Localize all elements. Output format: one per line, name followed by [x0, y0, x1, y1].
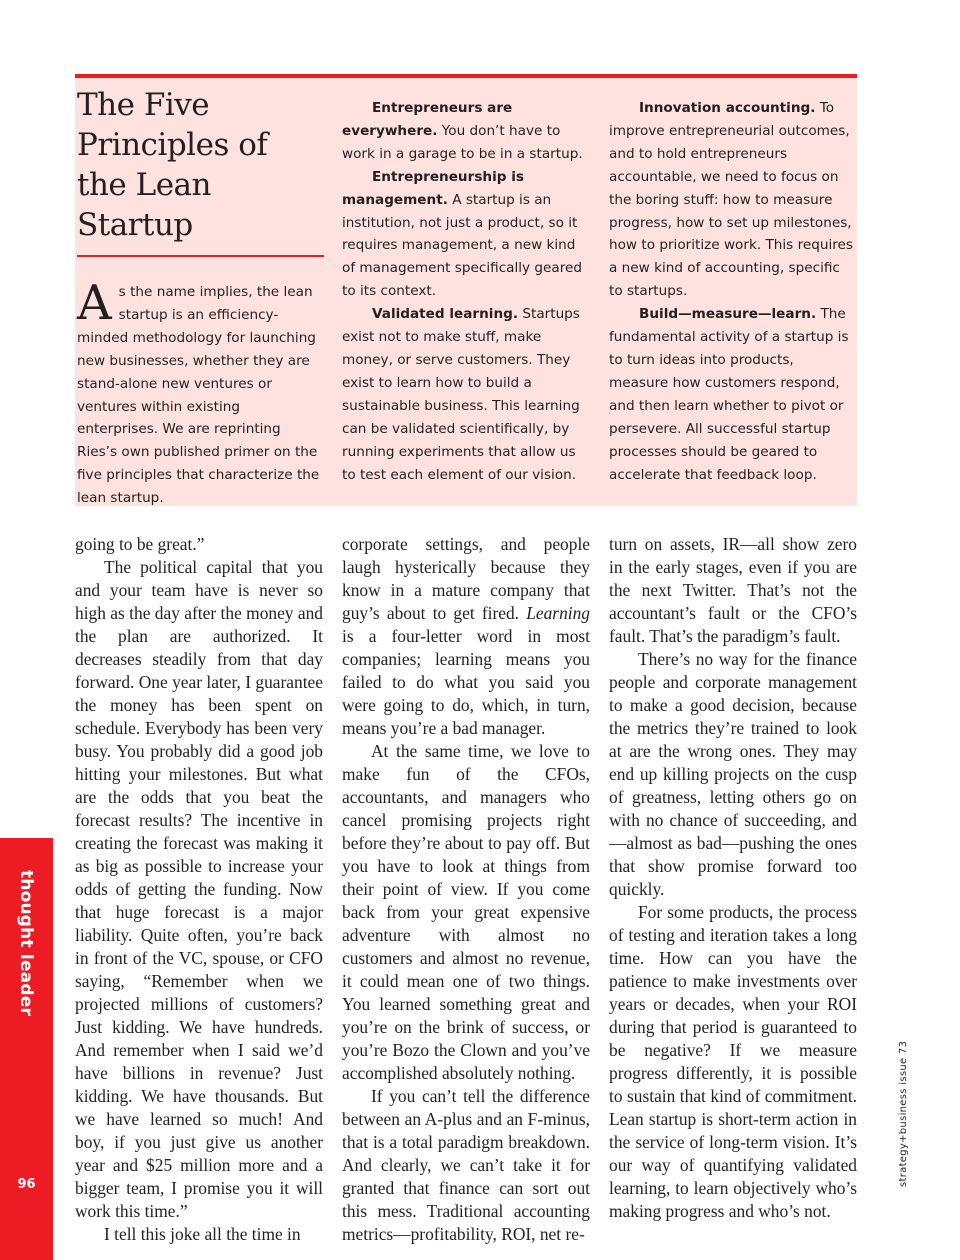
paragraph [342, 533, 590, 740]
principles-column-2 [609, 97, 857, 486]
emphasis-word: Learning [526, 603, 590, 623]
principle-item [342, 166, 589, 303]
principle-heading: Entrepreneurs are everywhere. [342, 100, 513, 139]
principle-heading: Innovation accounting. [639, 100, 816, 116]
paragraph: I tell this joke all the time in [104, 1224, 301, 1244]
paragraph: At the same time, we love to make fun of the CFOs, accountants, and managers who cancel promising projects right before they’re about to pay off. But you have to look at things from their point of view. If you come back from your great expensive adventure with almost no customers and almost no revenue, it could mean one of two things. You learned something great and you’re on the brink of success, or you’re Bozo the Clown and you’ve accomplished absolutely nothing. [342, 741, 590, 1083]
article-column-3 [609, 533, 857, 1223]
principle-text: A startup is an institution, not just a product, so it requires management, a new kind of management specifically geared to its context. [342, 191, 583, 300]
paragraph-text: is a four-letter word in most companies; learning means you failed to do what you said you were going to do, which, in turn, means you’re a bad manager. [342, 626, 590, 738]
page-number: 96 [17, 1177, 36, 1192]
paragraph: For some products, the process of testing and iteration takes a long time. How can you have the patience to make investments over years or decades, when your ROI during that period is guaranteed to be negative? If we measure progress differently, it is possible to sustain that kind of commitment. Lean startup is short-term action in the service of long-term vision. It’s our way of quantifying validated learning, to learn objectively who’s making progress and who’s not. [609, 902, 857, 1221]
principle-item [342, 303, 589, 486]
principle-heading: Entrepreneurship is management. [342, 168, 524, 208]
paragraph-text: corporate settings, and people laugh hysterically because they know in a mature company that guy’s about to get fired. [342, 534, 590, 623]
principle-text: Startups exist not to make stuff, make money, or serve customers. They exist to learn how to build a sustainable business. This learning can be validated scientifically, by running experiments that allow us to test each element of our vision. [342, 306, 580, 483]
principle-item [609, 303, 857, 486]
principle-text: To improve entrepreneurial outcomes, and to hold entrepreneurs accountable, we need to focus on the boring stuff: how to measure progress, how to set up milestones, how to prioritize work. This requires a new kind of accounting, specific to startups. [609, 100, 853, 300]
principle-text: You don’t have to work in a garage to be in a startup. [342, 122, 583, 162]
article-column-1 [75, 533, 323, 1246]
paragraph: There’s no way for the finance people and corporate management to make a good decision, because the metrics they’re trained to look at are the wrong ones. They may end up killing projects on the cusp of greatness, letting others go on with no chance of succeeding, and—almost as bad—pushing the ones that show promise forward too quickly. [609, 649, 857, 899]
principles-column-1 [342, 97, 589, 486]
article-column-2 [342, 533, 590, 1246]
sidebar-title: The Five Principles of the Lean Startup [77, 87, 268, 243]
publication-footer: strategy+business issue 73 [898, 1040, 909, 1187]
intro-text: s the name implies, the lean startup is an efficiency-minded methodology for launching new businesses, whether they are stand-alone new ventures or ventures within existing enterprises. We are reprinting Ries’s own published primer on the five principles that characterize the lean startup. [77, 284, 320, 507]
drop-cap: A [77, 275, 112, 331]
principle-heading: Validated learning. [372, 306, 519, 323]
paragraph: If you can’t tell the difference between an A-plus and an F-minus, that is a total paradigm breakdown. And clearly, we can’t take it for granted that finance can sort out this mess. Traditional accounting metrics—profitability, ROI, net re- [342, 1086, 590, 1244]
principle-text: The fundamental activity of a startup is to turn ideas into products, measure how customers respond, and then learn whether to pivot or persevere. All successful startup processes should be geared to accelerate that feedback loop. [609, 306, 849, 483]
sidebar-intro [77, 275, 321, 510]
paragraph: turn on assets, IR—all show zero in the early stages, even if you are the next Twitter. That’s not the accountant’s fault or the CFO’s fault. That’s the paradigm’s fault. [609, 534, 857, 646]
principle-item [342, 97, 589, 166]
principle-heading: Build—measure—learn. [639, 306, 817, 323]
paragraph: going to be great.” [75, 534, 205, 554]
section-label: thought leader [16, 870, 36, 1017]
principle-item [609, 97, 857, 303]
title-rule [77, 255, 324, 257]
top-rule [75, 74, 857, 78]
paragraph: The political capital that you and your team have is never so high as the day after the money and the plan are authorized. It decreases steadily from that day forward. One year later, I guarantee the money has been spent on schedule. Everybody has been very busy. You probably did a good job hitting your milestones. But what are the odds that you beat the forecast results? The incentive in creating the forecast was making it as big as possible to increase your odds of getting the funding. Now that huge forecast is a major liability. Quite often, you’re back in front of the VC, spouse, or CFO saying, “Remember when we projected millions of customers? Just kidding. We have hundreds. And remember when I said we’d have billions in revenue? Just kidding. We have thousands. But we have learned so much! And boy, if you just give us another year and $25 million more and a bigger team, I promise you it will work this time.” [75, 557, 323, 1221]
